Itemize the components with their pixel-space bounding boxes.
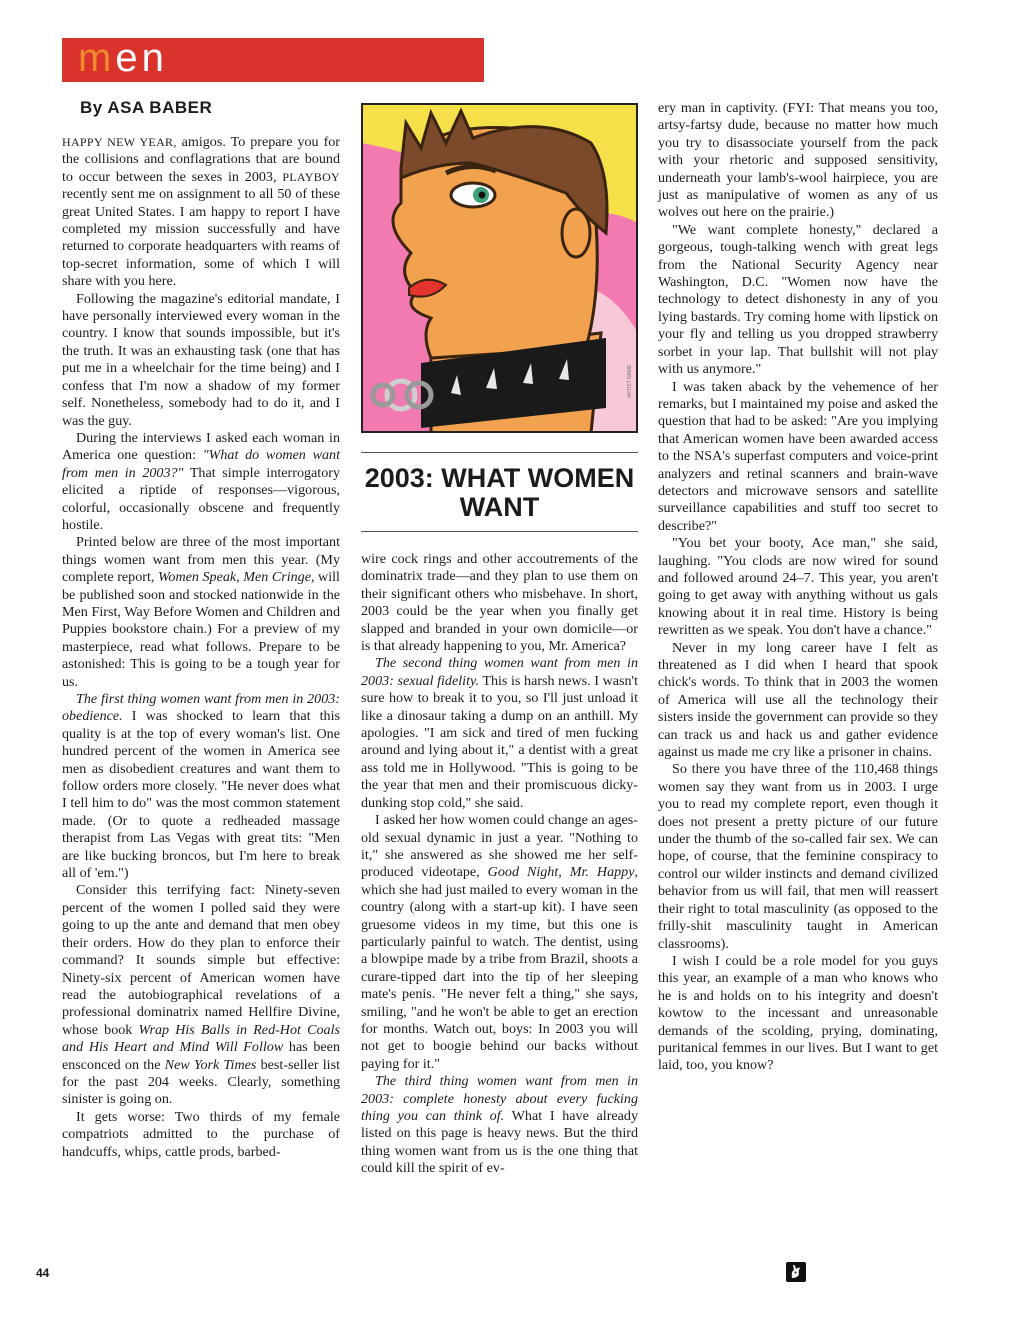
paragraph: "We want complete honesty," declared a gorgeous, tough-talking wench with great legs from the National Security Agency near Washington, D.C. "Women now have the technology to detect dishonesty in any of you lying bastards. Try coming home with lipstick on your fly and telling us you dropped strawberry sorbet in your lap. That bullshit will not play with us anymore." — [658, 221, 938, 378]
text: best-seller list for the past 204 weeks. Clearly, something sinister is going on. — [62, 1056, 340, 1108]
video-title: Good Night, Mr. Happy — [487, 864, 635, 881]
paragraph: wire cock rings and other accoutrements of the dominatrix trade—and they plan to use them on their significant others who misbehave. In short, 2003 could be the year when you finally get slapped and branded in your own domicile—or is that already happening to you, Mr. America? — [361, 551, 638, 655]
text: Printed below are three of the most important things women want from men this year. (My complete report, — [62, 534, 340, 586]
rabbit-head-end-mark-icon — [786, 1262, 806, 1282]
paragraph — [62, 882, 340, 1108]
section-label: men — [78, 36, 168, 80]
illustration-credit: ARTIST NAME — [627, 364, 633, 398]
text: This is harsh news. I wasn't sure how to break it to you, so I'll just unload it like a dinosaur taking a dump on an anthill. My apologies. "I am sick and tired of men fucking around and lying about it," a dentist with a great ass told me in Hollywood. "This is going to be the year that men and their promiscuous dicky-dunking stop cold," she said. — [361, 672, 638, 811]
article-column-2 — [361, 551, 638, 1178]
text: I was shocked to learn that this quality is at the top of every woman's list. One hundred percent of the women in America see men as disobedient creatures and want them to follow orders more closely. "He never does what I tell him to do" was the most common statement made. (Or to quote a redheaded massage therapist from Las Vegas with great tits: "Men are like bucking broncos, but I'm here to break all of 'em.") — [62, 708, 340, 882]
question: "What do women want from men in 2003?" — [62, 447, 340, 481]
paragraph — [62, 134, 340, 291]
lead-in: HAPPY NEW YEAR, — [62, 135, 177, 149]
article-column-1 — [62, 134, 340, 1161]
paragraph: I was taken aback by the vehemence of her remarks, but I maintained my poise and asked the question that had to be asked: "Are you implying that American women have been awarded access to the NSA's superfast computers and voice-print analyzers and retinal scanners and brain-wave detectors and microwave sensors and satellite surveillance capabilities and stuff too secret to describe?" — [658, 378, 938, 534]
text: That simple interrogatory elicited a riptide of responses—vigorous, colorful, occasionally obscene and frequently hostile. — [62, 464, 340, 533]
subhead: The first thing women want from men in 2003: obedience. — [62, 691, 340, 725]
byline: By ASA BABER — [80, 98, 213, 117]
text: During the interviews I asked each woman in America one question: — [62, 429, 340, 464]
headline-rule-top — [361, 452, 638, 453]
article-column-3 — [658, 100, 938, 1075]
paragraph: It gets worse: Two thirds of my female compatriots admitted to the purchase of handcuffs, whips, cattle prods, barbed- — [62, 1108, 340, 1160]
paragraph: "You bet your booty, Ace man," she said, laughing. "You clods are now wired for sound and followed around 24–7. This year, you aren't going to get away with anything without us gals knowing about it in real time. History is being rewritten as we speak. You don't have a chance." — [658, 535, 938, 639]
paragraph — [62, 691, 340, 882]
paragraph: ery man in captivity. (FYI: That means you too, artsy-fartsy dude, because no matter how much you try to disassociate yourself from the pack with your rhetoric and supposed sensitivity, underneath your lamb's-wool hairpiece, you are just as manipulative of women as any of us wolves out here on the prairie.) — [658, 100, 938, 221]
section-label-accent: m — [78, 36, 116, 80]
book-title: Women Speak, Men Cringe — [157, 569, 311, 586]
illustration — [361, 103, 638, 433]
text: amigos. To prepare you for the collisions and conflagrations that are bound to occur between the sexes in 2003, — [62, 134, 340, 185]
headline-rule-bottom — [361, 531, 638, 532]
text: , will be published soon and stocked nationwide in the Men First, Way Before Women and Children and Puppies bookstore chain.) For a preview of my masterpiece, read what follows. Prepare to be astonished: This is going to be a tough year for us. — [62, 569, 340, 690]
text: , which she had just mailed to every woman in the country (along with a start-up kit). I have seen gruesome videos in my time, but this one is particularly painful to watch. The dentist, using a blowpipe made by a tribe from Brazil, shoots a curare-tipped dart into the tip of her sleeping mate's penis. "He never felt a thing," she says, smiling, "and he won't be able to get an erection for months. Watch out, boys: In 2003 you will not get to boogie behind our backs without paying for it." — [361, 864, 639, 1072]
subhead: The third thing women want from men in 2003: complete honesty about every fucking thing you can think of. — [361, 1073, 638, 1124]
book-title: Wrap His Balls in Red-Hot Coals and His Heart and Mind Will Follow — [62, 1021, 340, 1056]
newspaper-name: New York Times — [164, 1056, 257, 1073]
illustration-artwork — [361, 103, 638, 433]
magazine-name: PLAYBOY — [282, 169, 340, 184]
paragraph: Never in my long career have I felt as threatened as I did when I heard that spook chick's words. To think that in 2003 the women of America will use all the technology their sisters inside the government can provide so they can track us and hack us and gather evidence against us made me cry like a prisoner in chains. — [658, 639, 938, 761]
text: What I have already listed on this page is heavy news. But the third thing women want from us is the one thing that could kill the spirit of ev- — [361, 1108, 638, 1177]
paragraph — [361, 1073, 638, 1177]
paragraph — [361, 812, 638, 1073]
text: recently sent me on assignment to all 50 of these great United States. I am happy to report I have completed my mission successfully and have returned to corporate headquarters with reams of top-secret information, some of which I will share with you here. — [62, 186, 340, 290]
headline: 2003: WHAT WOMEN WANT — [364, 463, 635, 522]
paragraph — [361, 655, 638, 812]
pupil — [479, 192, 486, 199]
paragraph — [62, 430, 340, 534]
paragraph — [62, 534, 340, 691]
subhead: The second thing women want from men in 2003: sexual fidelity. — [361, 655, 638, 689]
ear — [562, 209, 590, 257]
paragraph: Following the magazine's editorial mandate, I have personally interviewed every woman in the country. I know that sounds impossible, but it's the truth. It was an exhausting task (one that has put me in a wheelchair for the time being) and I confess that I'm now a shadow of my former self. Nonetheless, somebody had to do it, and I was the guy. — [62, 290, 340, 429]
text: Consider this terrifying fact: Ninety-seven percent of the women I polled said they were going to up the ante and demand that men obey their orders. How do they plan to enforce their command? It sounds simple but effective: Ninety-six percent of American women have read the autobiographical revelations of a professional dominatrix named Hellfire Divine, whose book — [62, 882, 340, 1038]
page-number: 44 — [36, 1266, 50, 1280]
section-banner — [62, 38, 484, 82]
paragraph: I wish I could be a role model for you guys this year, an example of a man who knows who he is and holds on to his integrity and doesn't kowtow to the incessant and unreasonable demands of the scolding, prying, dominating, puritanical femmes in our lives. But I want to get laid, too, you know? — [658, 952, 938, 1074]
text: I asked her how women could change an ages-old sexual dynamic in just a year. "Nothing to it," she answered as she showed me her self-produced videotape, — [361, 812, 638, 881]
paragraph: So there you have three of the 110,468 things women say they want from us in 2003. I urge you to read my complete report, even though it does not present a pretty picture of our future under the thumb of the so-called fair sex. We can hope, of course, that the feminine conspiracy to control our wilder instincts and demand civilized behavior from us will fail, that men will reassert their right to total masculinity (as opposed to the frilly-shit masculinity taught in American classrooms). — [658, 761, 938, 952]
text: has been ensconced on the — [62, 1039, 340, 1073]
